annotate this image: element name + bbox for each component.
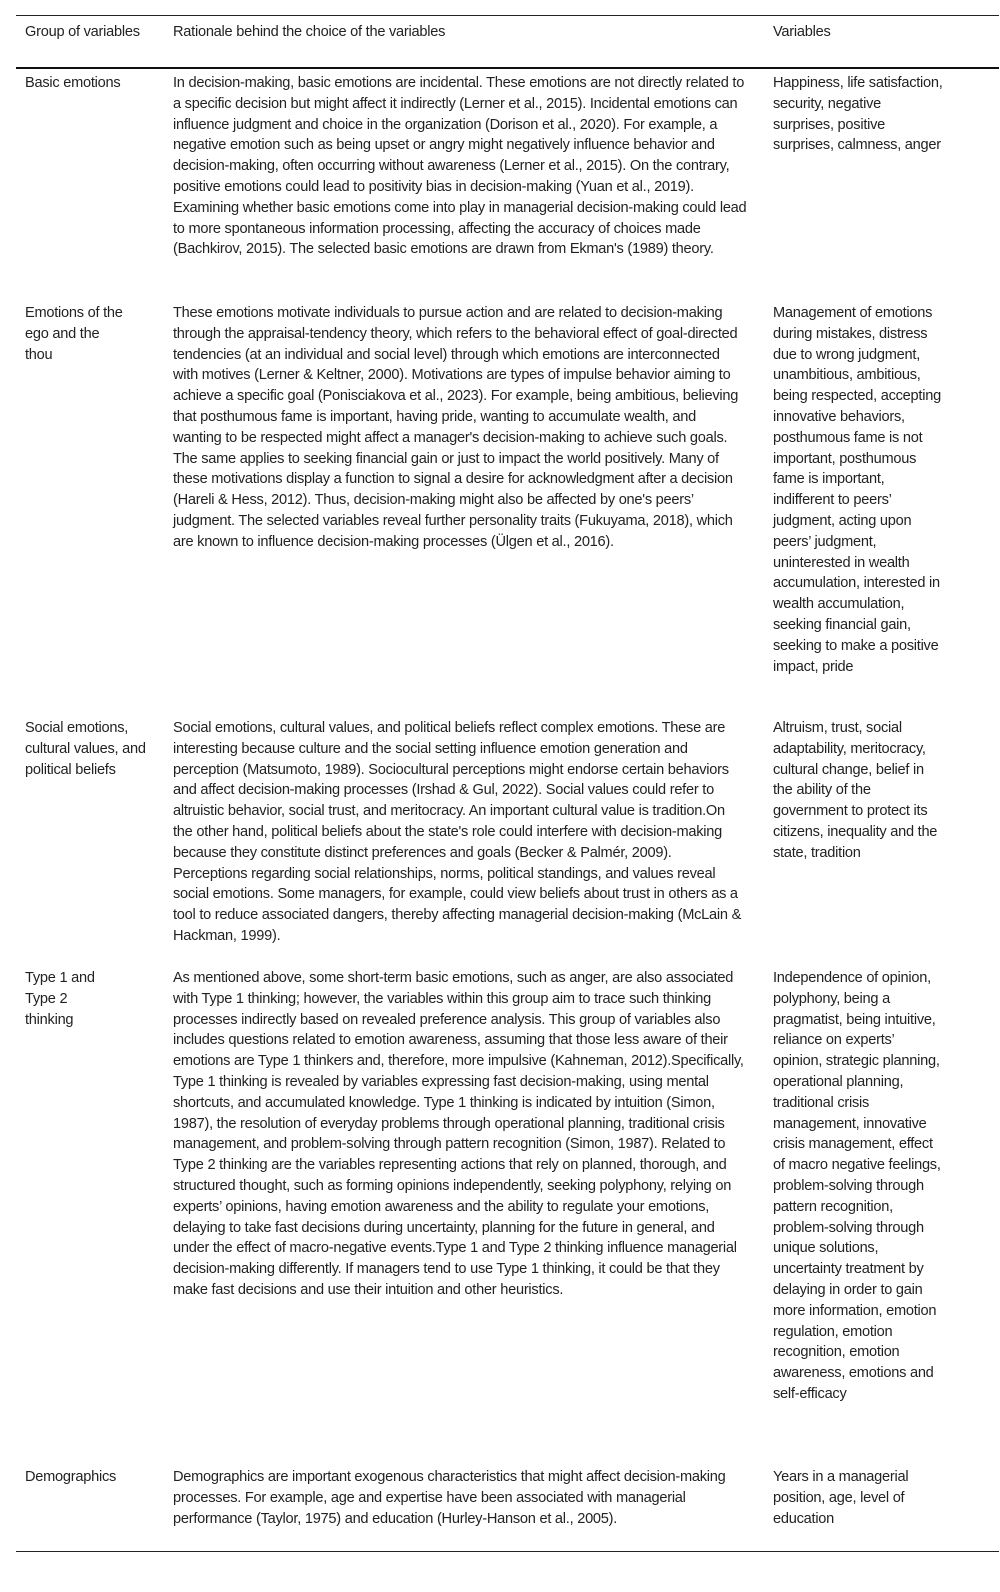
variables-cell: Happiness, life satisfaction, security, negative surprises, positive surprises, calmness, anger <box>773 75 943 154</box>
group-cell: Basic emotions <box>25 75 121 91</box>
rationale-cell: Social emotions, cultural values, and political beliefs reflect complex emotions. These are interesting because culture and the social setting influence emotion generation and perception (Matsumoto, 1989). Sociocultural perceptions might endorse certain behaviors and affect decision-making processes (Irshad & Gul, 2022). Social values could refer to altruistic behavior, social trust, and meritocracy. An important cultural value is tradition.On the other hand, political beliefs about the state's role could interfere with decision-making because they constitute distinct preferences and goals (Becker & Palmér, 2009). Perceptions regarding social relationships, norms, political standings, and values reveal social emotions. Some managers, for example, could view beliefs about trust in others as a tool to reduce associated dangers, thereby affecting managerial decision-making (McLain & Hackman, 1999). <box>173 720 742 944</box>
header-group-of-variables: Group of variables <box>25 24 140 40</box>
variables-cell: Management of emotions during mistakes, distress due to wrong judgment, unambitious, ambitious, being respected, accepting innovative behaviors, posthumous fame is not important, posthumous fame is important, indifferent to peers’ judgment, acting upon peers’ judgment, uninterested in wealth accumulation, interested in wealth accumulation, seeking financial gain, seeking to make a positive impact, pride <box>773 305 941 675</box>
group-cell: Emotions of the ego and the thou <box>25 305 123 363</box>
header-variables: Variables <box>773 24 831 40</box>
group-cell: Type 1 and Type 2 thinking <box>25 970 95 1028</box>
group-cell: Demographics <box>25 1469 117 1485</box>
group-cell: Social emotions, cultural values, and political beliefs <box>25 720 146 778</box>
rationale-cell: These emotions motivate individuals to pursue action and are related to decision-making through the appraisal-tendency theory, which refers to the behavioral effect of goal-directed tendencies (at an individual and social level) through which emotions are interconnected with motives (Lerner & Keltner, 2000). Motivations are types of impulse behavior aiming to achieve a specific goal (Ponisciakova et al., 2023). For example, being ambitious, believing that posthumous fame is important, having pride, wanting to accumulate wealth, and wanting to be respected might affect a manager's decision-making to achieve such goals. The same applies to seeking financial gain or just to impact the world positively. Many of these motivations display a function to signal a desire for acknowledgment after a decision (Hareli & Hess, 2012). Thus, decision-making might also be affected by one's peers’ judgment. The selected variables reveal further personality traits (Fukuyama, 2018), which are known to influence decision-making processes (Ülgen et al., 2016). <box>173 305 739 550</box>
table-top-rule <box>16 15 999 16</box>
table-header-rule <box>16 67 999 69</box>
header-rationale: Rationale behind the choice of the variables <box>173 24 446 40</box>
table-bottom-rule <box>16 1551 999 1552</box>
variables-cell: Years in a managerial position, age, level of education <box>773 1469 909 1527</box>
rationale-cell: As mentioned above, some short-term basic emotions, such as anger, are also associated with Type 1 thinking; however, the variables within this group aim to trace such thinking processes indirectly based on revealed preference analysis. This group of variables also includes questions related to emotion awareness, assuming that those less aware of their emotions are Type 1 thinkers and, therefore, more impulsive (Kahneman, 2012).Specifically, Type 1 thinking is revealed by variables expressing fast decision-making, using mental shortcuts, and accumulated knowledge. Type 1 thinking is indicated by intuition (Simon, 1987), the resolution of everyday problems through operational planning, traditional crisis management, and problem-solving through pattern recognition (Simon, 1987). Related to Type 2 thinking are the variables representing actions that rely on planned, thorough, and structured thought, such as forming opinions independently, seeking polyphony, relying on experts’ opinions, having emotion awareness and the ability to regulate your emotions, delaying to take fast decisions during uncertainty, planning for the future in general, and under the effect of macro-negative events.Type 1 and Type 2 thinking influence managerial decision-making differently. If managers tend to use Type 1 thinking, it could be that they make fast decisions and use their intuition and other heuristics. <box>173 970 744 1298</box>
variables-cell: Independence of opinion, polyphony, being a pragmatist, being intuitive, reliance on experts’ opinion, strategic planning, operational planning, traditional crisis management, innovative crisis management, effect of macro negative feelings, problem-solving through pattern recognition, problem-solving through unique solutions, uncertainty treatment by delaying in order to gain more information, emotion regulation, emotion recognition, emotion awareness, emotions and self-efficacy <box>773 970 941 1402</box>
rationale-cell: Demographics are important exogenous characteristics that might affect decision-making processes. For example, age and expertise have been associated with managerial performance (Taylor, 1975) and education (Hurley-Hanson et al., 2005). <box>173 1469 726 1527</box>
variables-cell: Altruism, trust, social adaptability, meritocracy, cultural change, belief in the ability of the government to protect its citizens, inequality and the state, tradition <box>773 720 938 861</box>
rationale-cell: In decision-making, basic emotions are incidental. These emotions are not directly related to a specific decision but might affect it indirectly (Lerner et al., 2015). Incidental emotions can influence judgment and choice in the organization (Dorison et al., 2020). For example, a negative emotion such as being upset or angry might negatively influence behavior and decision-making, often occurring without awareness (Lerner et al., 2015). On the contrary, positive emotions could lead to positivity bias in decision-making (Yuan et al., 2019). Examining whether basic emotions come into play in managerial decision-making could lead to more spontaneous information processing, affecting the accuracy of choices made (Bachkirov, 2015). The selected basic emotions are drawn from Ekman's (1989) theory. <box>173 75 747 258</box>
